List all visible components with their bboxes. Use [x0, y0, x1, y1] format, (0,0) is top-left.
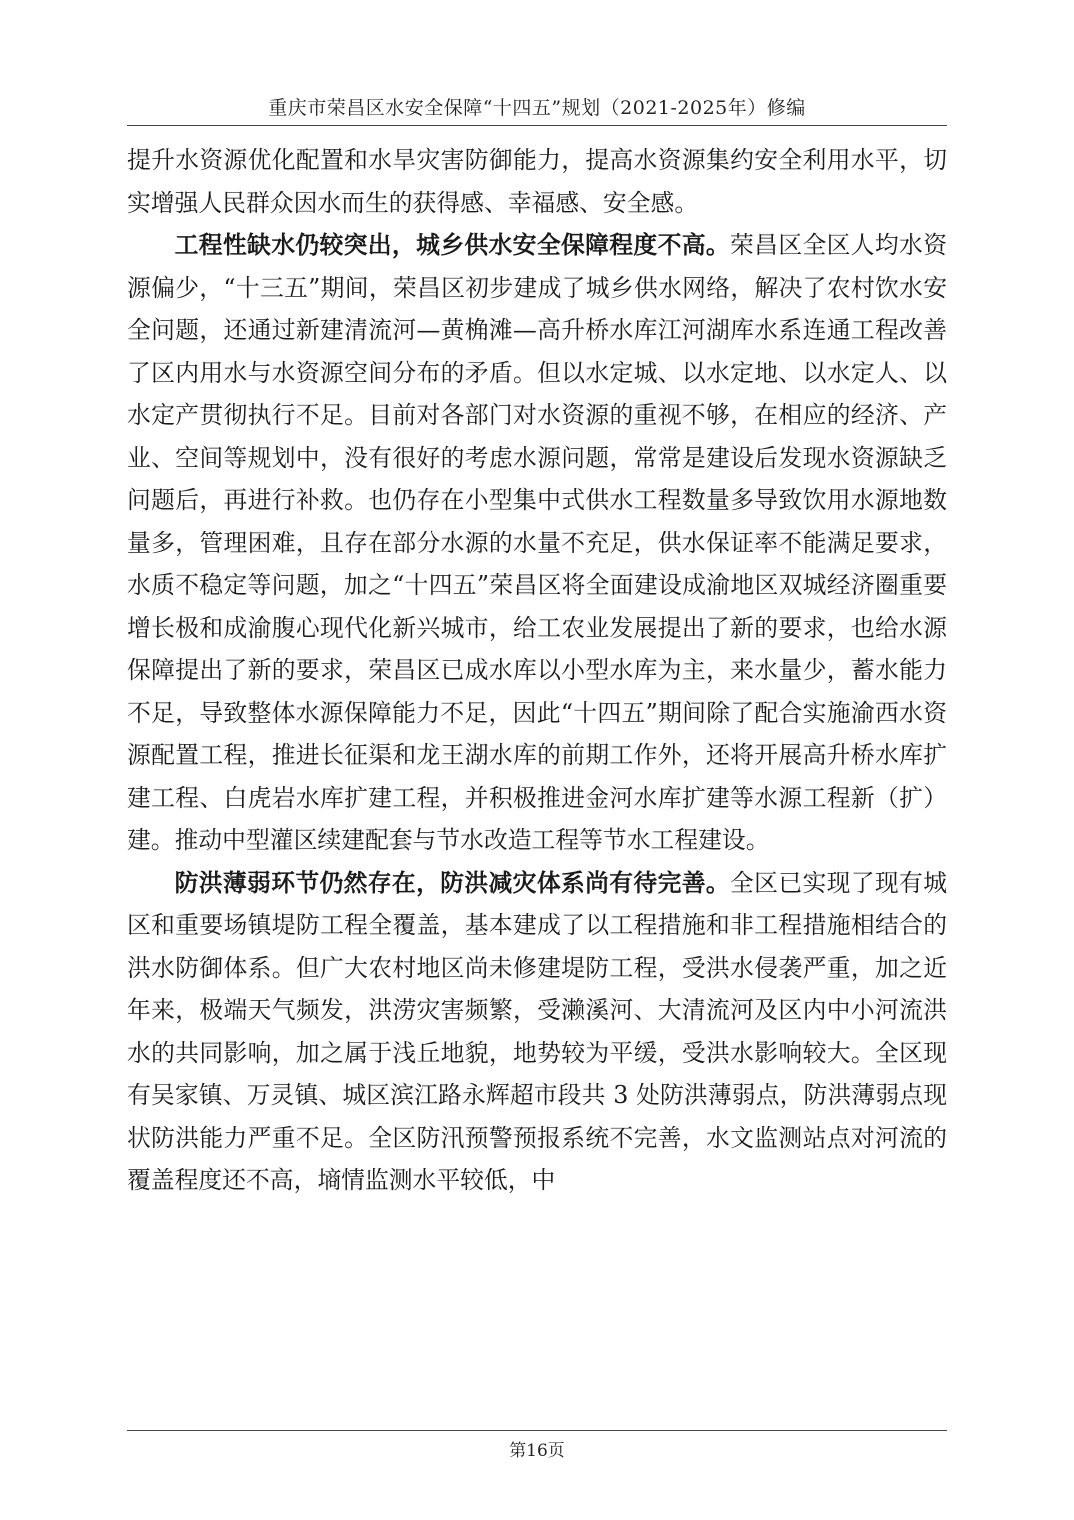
paragraph-lead-heading: 工程性缺水仍较突出，城乡供水安全保障程度不高。: [174, 231, 731, 259]
paragraph-flood-control: [127, 862, 947, 1202]
header-divider: [127, 125, 947, 126]
paragraph-lead-heading: 防洪薄弱环节仍然存在，防洪减灾体系尚有待完善。: [174, 868, 731, 897]
paragraph-text: 荣昌区全区人均水资源偏少，“十三五”期间，荣昌区初步建成了城乡供水网络，解决了农村饮水安全问题，还通过新建清流河—黄桷滩—高升桥水库江河湖库水系连通工程改善了区内用水与水资源空间分布的矛盾。但以水定城、以水定地、以水定人、以水定产贯彻执行不足。目前对各部门对水资源的重视不够，在相应的经济、产业、空间等规划中，没有很好的考虑水源问题，常常是建设后发现水资源缺乏问题后，再进行补救。也仍存在小型集中式供水工程数量多导致饮用水源地数量多，管理困难，且存在部分水源的水量不充足，供水保证率不能满足要求，水质不稳定等问题，加之“十四五”荣昌区将全面建设成渝地区双城经济圈重要增长极和成渝腹心现代化新兴城市，给工农业发展提出了新的要求，也给水源保障提出了新的要求，荣昌区已成水库以小型水库为主，来水量少，蓄水能力不足，导致整体水源保障能力不足，因此“十四五”期间除了配合实施渝西水资源配置工程，推进长征渠和龙王湖水库的前期工作外，还将开展高升桥水库扩建工程、白虎岩水库扩建工程，并积极推进金河水库扩建等水源工程新（扩）建。推动中型灌区续建配套与节水改造工程等节水工程建设。: [127, 231, 948, 854]
document-body: [127, 139, 947, 1202]
page-header-title: 重庆市荣昌区水安全保障“十四五”规划（2021-2025年）修编: [268, 97, 806, 119]
paragraph-text: 全区已实现了现有城区和重要场镇堤防工程全覆盖，基本建成了以工程措施和非工程措施相结合的洪水防御体系。但广大农村地区尚未修建堤防工程，受洪水侵袭严重，加之近年来，极端天气频发，洪涝灾害频繁，受濑溪河、大清流河及区内中小河流洪水的共同影响，加之属于浅丘地貌，地势较为平缓，受洪水影响较大。全区现有吴家镇、万灵镇、城区滨江路永辉超市段共 3 处防洪薄弱点，防洪薄弱点现状防洪能力严重不足。全区防汛预警预报系统不完善，水文监测站点对河流的覆盖程度还不高，墒情监测水平较低，中: [127, 868, 948, 1194]
footer-divider: [127, 1430, 947, 1431]
paragraph-water-supply: [127, 224, 947, 862]
page-number: 第16页: [509, 1441, 565, 1461]
paragraph-continued: 提升水资源优化配置和水旱灾害防御能力，提高水资源集约安全利用水平，切实增强人民群众因水而生的获得感、幸福感、安全感。: [127, 146, 947, 217]
